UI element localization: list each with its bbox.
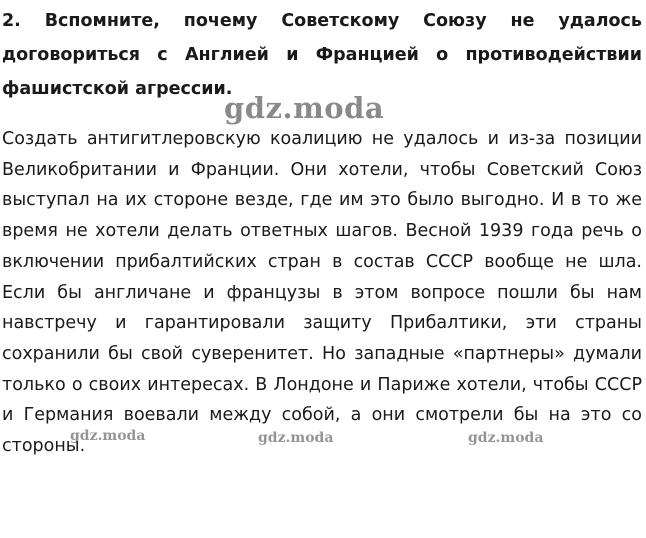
answer-text: Создать антигитлеровскую коалицию не удалось и из-за позиции Великобритании и Франции. Они хотели, чтобы Советский Союз выступал на их стороне везде, где им это было выгодно. И в то же время не хотели делать ответных шагов. Весной 1939 года речь о включении прибалтийских стран в состав СССР вообще не шла. Если бы англичане и французы в этом вопросе пошли бы нам навстречу и гарантировали защиту Прибалтики, эти страны сохранили бы свой суверенитет. Но западные «партнеры» думали только о своих интересах. В Лондоне и Париже хотели, чтобы СССР и Германия воевали между собой, а они смотрели бы на это со стороны. <box>2 129 642 457</box>
watermark-top: gdz.moda <box>224 91 385 125</box>
question-text: 2. Вспомните, почему Советскому Союзу не удалось договориться с Англией и Францией о противодействии фашистской агрессии. <box>2 11 642 99</box>
watermark-bottom-right: gdz.moda <box>468 430 544 446</box>
watermark-bottom-left: gdz.moda <box>70 428 146 444</box>
watermark-bottom-center: gdz.moda <box>258 430 334 446</box>
